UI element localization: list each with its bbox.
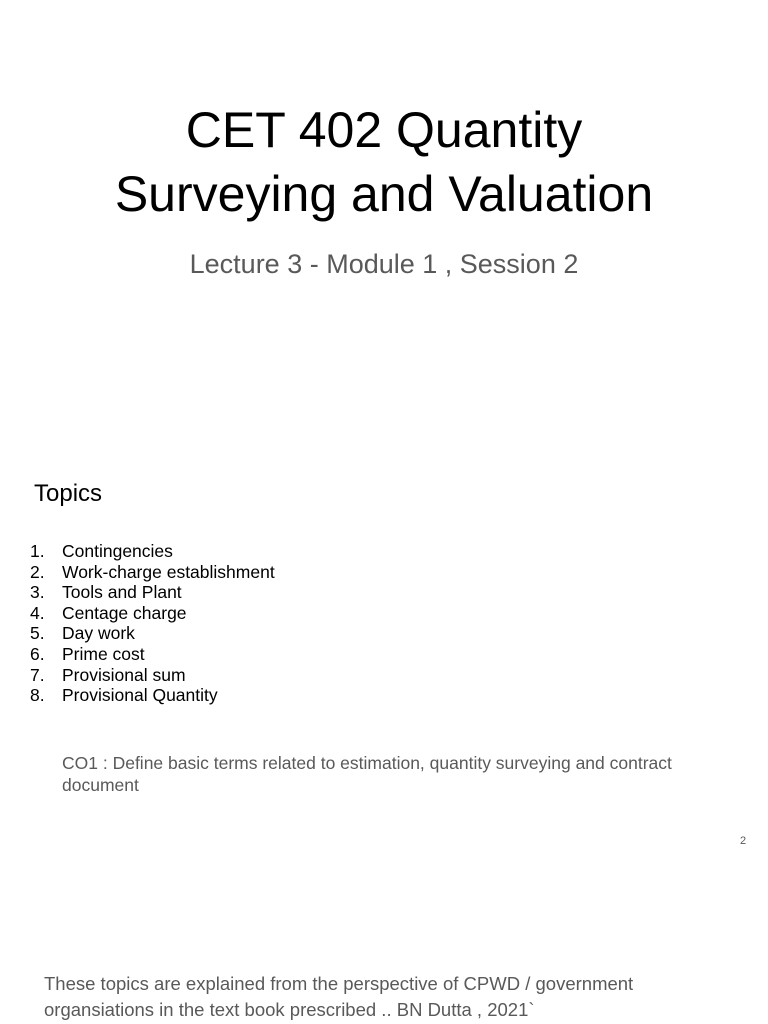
footer-note-line-2: organsiations in the text book prescribed .. BN Dutta , 2021` [44,999,535,1020]
slide-title [0,98,768,226]
topic-item [30,623,275,644]
topic-item [30,603,275,624]
topic-label: Tools and Plant [62,582,182,603]
course-outcome: CO1 : Define basic terms related to estimation, quantity surveying and contract document [62,753,672,795]
slide-subtitle: Lecture 3 - Module 1 , Session 2 [189,249,579,279]
topic-number: 1. [30,541,45,561]
footer-note-line-1: These topics are explained from the perspective of CPWD / government [44,973,634,994]
topic-item [30,665,275,686]
footer-note [44,971,744,1023]
topic-number: 7. [30,664,45,685]
topic-label: Centage charge [62,602,187,623]
topic-item [30,644,275,665]
topic-number: 3. [30,582,45,603]
topic-label: Provisional Quantity [62,685,218,706]
topic-number: 6. [30,643,45,664]
topic-item [30,685,275,706]
topic-label: Day work [62,623,135,644]
topic-label: Provisional sum [62,664,186,685]
topic-item [30,562,275,583]
topic-label: Prime cost [62,643,145,664]
topic-item [30,541,275,562]
slide-title-line-2: Surveying and Valuation [114,166,654,222]
topic-number: 5. [30,623,45,644]
topics-heading: Topics [34,480,103,507]
topic-label: Work-charge establishment [62,561,275,582]
topic-list [30,541,275,706]
slide-title-line-1: CET 402 Quantity [185,102,583,158]
topic-label: Contingencies [62,541,173,561]
topic-number: 4. [30,602,45,623]
topic-number: 8. [30,685,45,706]
topic-number: 2. [30,561,45,582]
page-number: 2 [740,835,747,847]
topic-item [30,582,275,603]
